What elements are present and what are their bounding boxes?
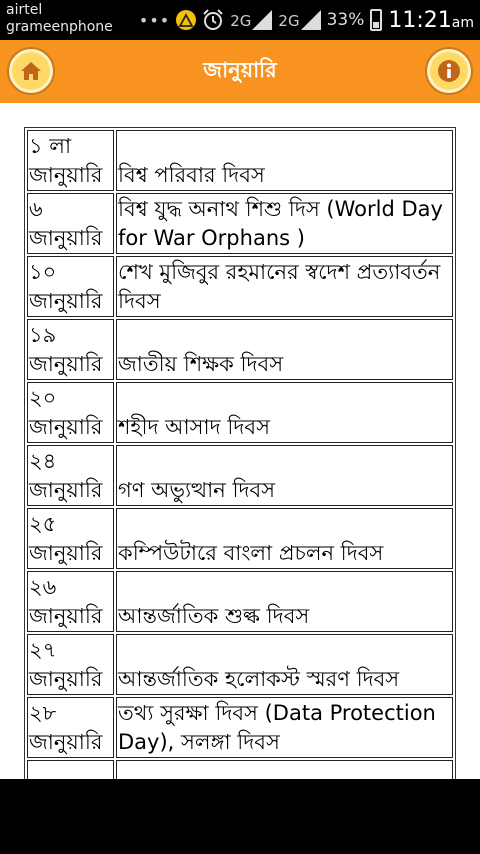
status-bar (0, 0, 480, 40)
day-name-cell: কম্পিউটারে বাংলা প্রচলন দিবস (116, 508, 453, 569)
date-month: জানুয়ারি (29, 163, 103, 187)
home-icon (19, 60, 43, 82)
date-cell (27, 382, 114, 443)
date-month: জানুয়ারি (29, 289, 103, 313)
date-cell (27, 319, 114, 380)
date-month: জানুয়ারি (29, 604, 103, 628)
date-cell (27, 130, 114, 191)
sim2-signal (278, 10, 320, 30)
sim2-network-label: 2G (278, 12, 300, 30)
date-cell (27, 697, 114, 758)
battery-icon (370, 9, 382, 31)
date-month: জানুয়ারি (29, 541, 103, 565)
table-row (27, 508, 453, 569)
carrier-names (6, 2, 113, 36)
table-row (27, 256, 453, 317)
table-row (27, 193, 453, 254)
clock-time: 11:21 (388, 7, 452, 33)
date-number: ২৫ (29, 512, 57, 536)
date-number: ২০ (29, 386, 57, 410)
day-name-cell: গণ অভ্যুত্থান দিবস (116, 445, 453, 506)
day-name-cell: বিশ্ব পরিবার দিবস (116, 130, 453, 191)
date-number: ১০ (29, 260, 57, 284)
carrier-2: grameenphone (6, 19, 113, 35)
alarm-clock-icon (202, 9, 224, 31)
date-number: ২৪ (29, 449, 57, 473)
day-name-cell: বিশ্ব যুদ্ধ অনাথ শিশু দিস (World Day for War Orphans ) (116, 193, 453, 254)
table-row (27, 445, 453, 506)
signal-icon (252, 10, 272, 30)
date-cell (27, 634, 114, 695)
date-cell (27, 571, 114, 632)
table-row (27, 319, 453, 380)
clock (388, 8, 474, 33)
date-cell (27, 193, 114, 254)
date-month: জানুয়ারি (29, 478, 103, 502)
page-title: জানুয়ারি (203, 58, 277, 82)
sim1-signal (230, 10, 272, 30)
date-number: ২৮ (29, 701, 57, 725)
app-bar (0, 40, 480, 103)
sim1-network-label: 2G (230, 12, 252, 30)
date-month: জানুয়ারি (29, 352, 103, 376)
day-name-cell: আন্তর্জাতিক হলোকস্ট স্মরণ দিবস (116, 634, 453, 695)
date-number: ২৭ (29, 638, 57, 662)
date-month: জানুয়ারি (29, 667, 103, 691)
table-row (27, 697, 453, 758)
more-notifications-icon: ••• (138, 10, 171, 30)
content-area[interactable] (0, 103, 480, 779)
days-table-body (27, 130, 453, 821)
clock-ampm: am (451, 14, 474, 31)
date-number: ৬ (29, 197, 43, 221)
date-month: জানুয়ারি (29, 730, 103, 754)
carrier-1: airtel (6, 2, 43, 18)
day-name-cell: আন্তর্জাতিক শুল্ক দিবস (116, 571, 453, 632)
navigation-area (0, 779, 480, 854)
date-cell (27, 256, 114, 317)
warning-icon (176, 10, 196, 30)
info-button[interactable] (427, 49, 471, 93)
signal-icon (301, 10, 321, 30)
table-row (27, 634, 453, 695)
date-cell (27, 445, 114, 506)
table-row (27, 130, 453, 191)
date-number: ১৯ (29, 323, 57, 347)
date-month: জানুয়ারি (29, 226, 103, 250)
table-row (27, 382, 453, 443)
days-table (24, 127, 456, 824)
home-button[interactable] (9, 49, 53, 93)
date-number: ১ লা (29, 134, 72, 158)
date-number: ২৬ (29, 575, 57, 599)
info-icon (437, 59, 461, 83)
status-icons (139, 6, 474, 34)
date-month: জানুয়ারি (29, 415, 103, 439)
table-row (27, 571, 453, 632)
day-name-cell: জাতীয় শিক্ষক দিবস (116, 319, 453, 380)
day-name-cell: শহীদ আসাদ দিবস (116, 382, 453, 443)
date-cell (27, 508, 114, 569)
battery-percent: 33% (326, 10, 365, 30)
day-name-cell: শেখ মুজিবুর রহমানের স্বদেশ প্রত্যাবর্তন দিবস (116, 256, 453, 317)
day-name-cell: তথ্য সুরক্ষা দিবস (Data Protection Day), সলঙ্গা দিবস (116, 697, 453, 758)
